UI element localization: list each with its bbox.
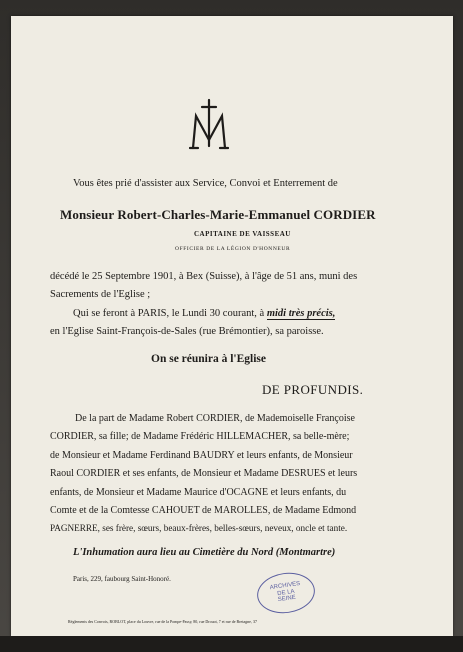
address-line: Paris, 229, faubourg Saint-Honoré. (73, 575, 171, 583)
rank-line: CAPITAINE DE VAISSEAU (194, 230, 291, 238)
family-line: CORDIER, sa fille; de Madame Frédéric HILLEMACHER, sa belle-mère; (50, 431, 350, 442)
de-profundis: DE PROFUNDIS. (262, 382, 364, 397)
service-line-2: en l'Eglise Saint-François-de-Sales (rue Brémontier), sa paroisse. (50, 326, 324, 337)
family-line: Comte et de la Comtesse CAHOUET de MAROLLES, de Madame Edmond (50, 505, 357, 516)
stamp-line: DE LA (276, 588, 295, 597)
service-time: midi très précis, (266, 308, 336, 319)
family-line: enfants, de Monsieur et Madame Maurice d'OCAGNE et leurs enfants, du (50, 487, 347, 498)
death-line-2: Sacrements de l'Eglise ; (50, 289, 151, 300)
family-line: de Monsieur et Madame Ferdinand BAUDRY et leurs enfants, de Monsieur (50, 450, 353, 461)
deceased-name: Monsieur Robert-Charles-Marie-Emmanuel CORDIER (60, 207, 376, 222)
family-line: PAGNERRE, ses frère, sœurs, beaux-frères, belles-sœurs, neveux, oncle et tante. (50, 523, 348, 533)
family-line: De la part de Madame Robert CORDIER, de Mademoiselle Françoise (75, 413, 355, 424)
service-line-1 (73, 309, 335, 320)
invitation-line: Vous êtes prié d'assister aux Service, Convoi et Enterrement de (73, 178, 338, 189)
service-date-text: Qui se feront à PARIS, le Lundi 30 courant, à (73, 308, 267, 319)
death-line-1: décédé le 25 Septembre 1901, à Bex (Suisse), à l'âge de 51 ans, muni des (50, 271, 358, 282)
burial-line: L'Inhumation aura lieu au Cimetière du Nord (Montmartre) (73, 547, 336, 558)
gathering-line: On se réunira à l'Eglise (151, 353, 266, 365)
table-surface (0, 636, 463, 652)
stamp-line: ARCHIVES (269, 580, 301, 591)
cross-monogram-icon (189, 98, 229, 152)
honour-line: OFFICIER DE LA LÉGION D'HONNEUR (175, 246, 291, 252)
stamp-line: SEINE (277, 595, 297, 604)
printer-line: Réglements des Convois, ROBLOT, place du Louvre, rue de la Pompe-Passy, 80, rue Drouot, 7 et rue de Bretagne, 37 (68, 619, 257, 624)
family-line: Raoul CORDIER et ses enfants, de Monsieur et Madame DESRUES et leurs (50, 468, 358, 479)
